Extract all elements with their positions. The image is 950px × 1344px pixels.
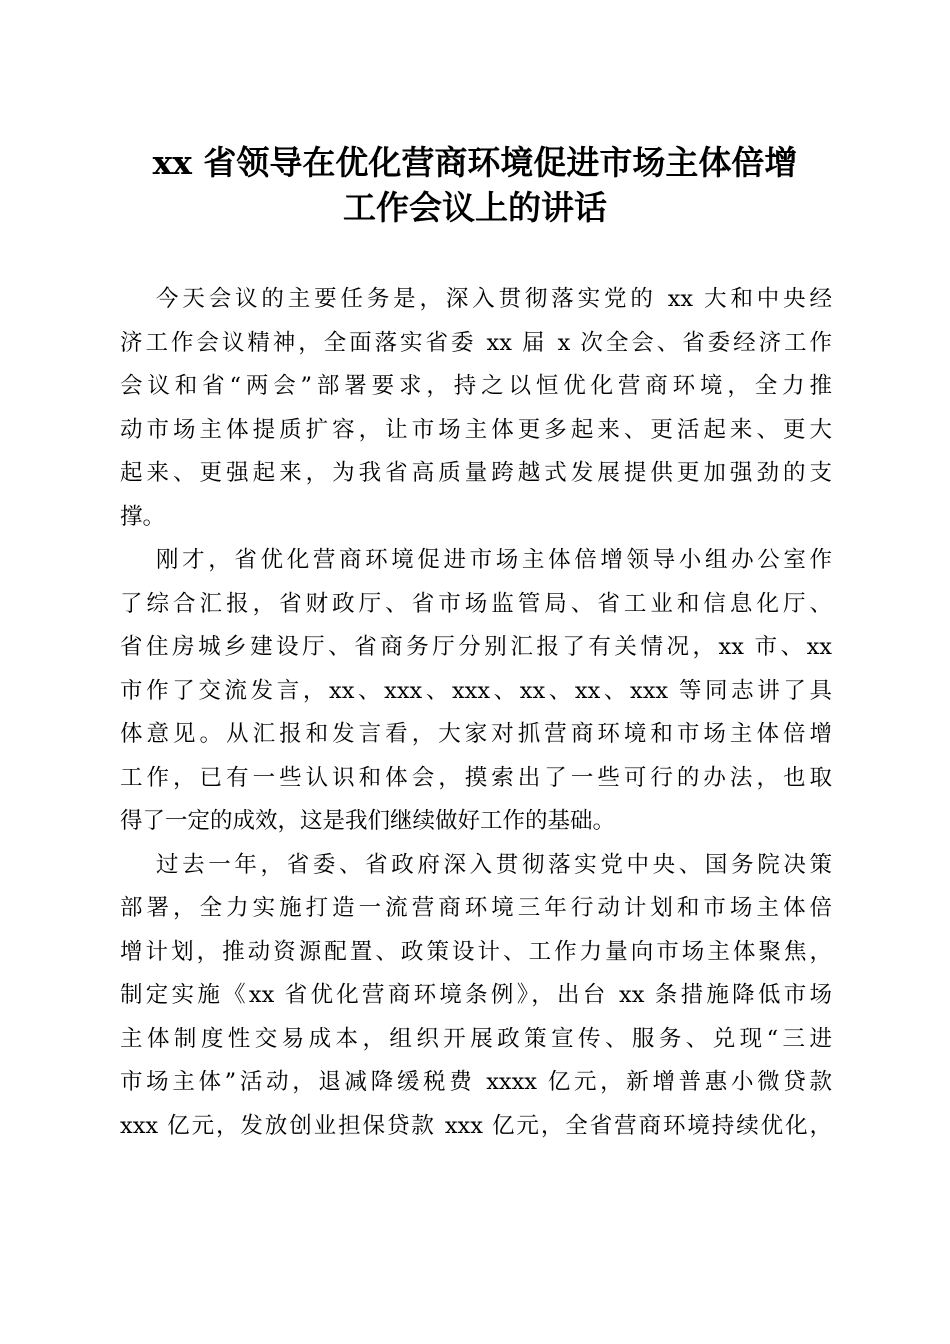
text-line: 过去一年，省委、省政府深入贯彻落实党中央、国务院决策 (156, 851, 832, 878)
text-line: 济工作会议精神，全面落实省委 xx 届 x 次全会、省委经济工作 (120, 329, 832, 356)
text-line: 了综合汇报，省财政厅、省市场监管局、省工业和信息化厅、 (120, 590, 832, 617)
title-line-2: 工作会议上的讲话 (343, 188, 607, 227)
text-line: 得了一定的成效，这是我们继续做好工作的基础。 (120, 808, 616, 834)
text-line: 市场主体”活动，退减降缓税费 xxxx 亿元，新增普惠小微贷款 (120, 1069, 832, 1095)
text-line: 今天会议的主要任务是，深入贯彻落实党的 xx 大和中央经 (156, 286, 832, 312)
text-line: 会议和省“两会”部署要求，持之以恒优化营商环境，全力推 (120, 373, 832, 399)
document-body (120, 278, 832, 1148)
text-line: 起来、更强起来，为我省高质量跨越式发展提供更加强劲的支 (120, 460, 832, 486)
text-line: 撑。 (120, 503, 166, 530)
text-line: 增计划，推动资源配置、政策设计、工作力量向市场主体聚焦， (120, 938, 832, 965)
text-line: 刚才，省优化营商环境促进市场主体倍增领导小组办公室作 (156, 547, 832, 573)
paragraph-3 (120, 844, 832, 1149)
paragraph-2 (120, 539, 832, 844)
text-line: 工作，已有一些认识和体会，摸索出了一些可行的办法，也取 (120, 764, 832, 791)
title-line-1: xx 省领导在优化营商环境促进市场主体倍增 (152, 143, 798, 182)
text-line: 制定实施《xx 省优化营商环境条例》，出台 xx 条措施降低市场 (120, 982, 832, 1008)
text-line: 部署，全力实施打造一流营商环境三年行动计划和市场主体倍 (120, 895, 832, 921)
paragraph-1 (120, 278, 832, 539)
text-line: 市作了交流发言，xx、xxx、xxx、xx、xx、xxx 等同志讲了具 (120, 677, 832, 704)
text-line: 动市场主体提质扩容，让市场主体更多起来、更活起来、更大 (120, 416, 832, 443)
text-line: 省住房城乡建设厅、省商务厅分别汇报了有关情况，xx 市、xx (120, 634, 832, 660)
text-line: xxx 亿元，发放创业担保贷款 xxx 亿元，全省营商环境持续优化， (120, 1112, 832, 1139)
page-title (100, 140, 850, 230)
text-line: 体意见。从汇报和发言看，大家对抓营商环境和市场主体倍增 (120, 721, 832, 747)
text-line: 主体制度性交易成本，组织开展政策宣传、服务、兑现“三进 (120, 1025, 832, 1052)
